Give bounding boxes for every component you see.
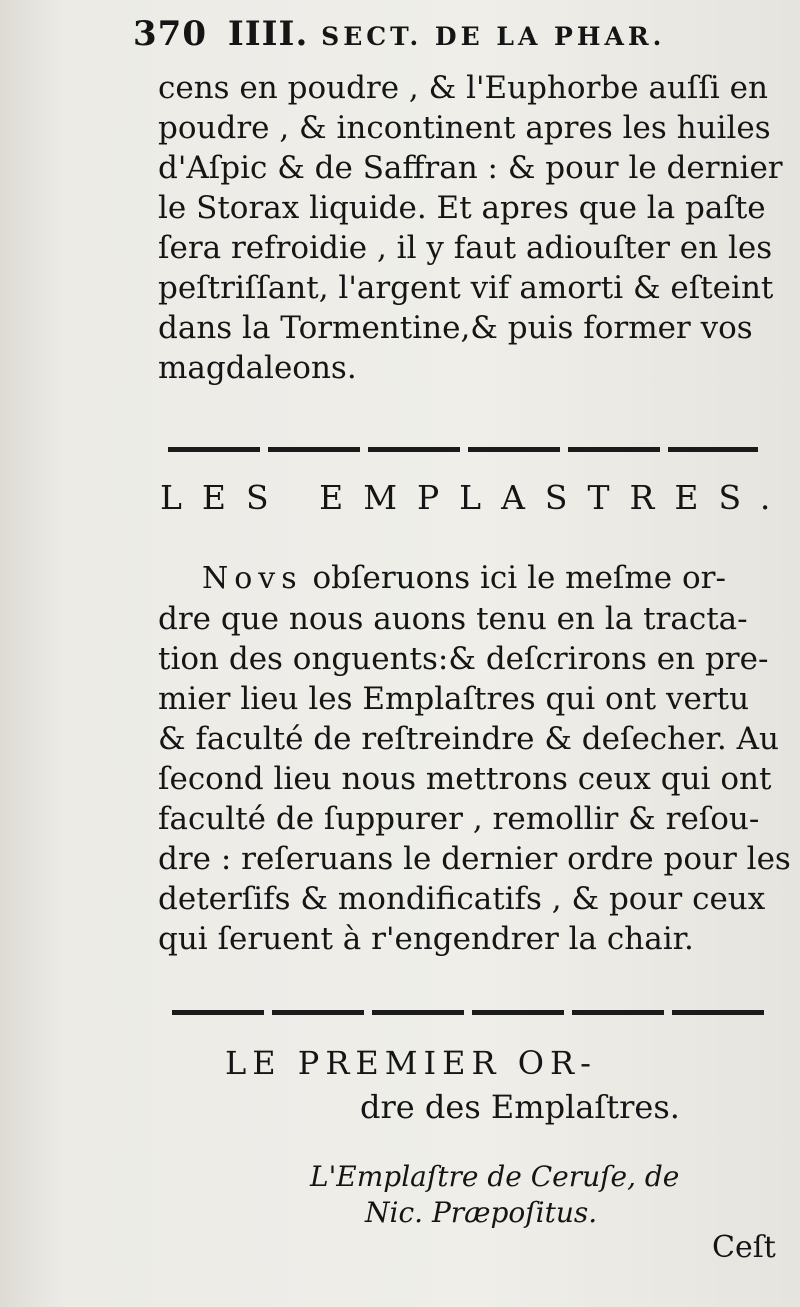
text-line: le Storax liquide. Et apres que la paſte <box>158 190 766 226</box>
section-running-title: SECT. DE LA PHAR. <box>321 22 666 51</box>
text-line: dre que nous auons tenu en la tracta- <box>158 601 748 637</box>
text-line: magdaleons. <box>158 350 357 386</box>
text-line: & faculté de reſtreindre & deſecher. Au <box>158 721 779 757</box>
subheading-line-1: LE PREMIER OR- <box>225 1044 597 1082</box>
section-heading: LES EMPLASTRES. <box>160 478 791 517</box>
text-line: dre : reſeruans le dernier ordre pour les <box>158 841 791 877</box>
recipe-title-line-1: L'Emplaſtre de Ceruſe, de <box>310 1160 680 1193</box>
paragraph-continued <box>158 68 783 388</box>
text-line: qui ſeruent à r'engendrer la chair. <box>158 921 694 957</box>
text-line: cens en poudre , & l'Euphorbe auſſi en <box>158 70 768 106</box>
text-line: deterſifs & mondificatifs , & pour ceux <box>158 881 766 917</box>
subheading-line-2: dre des Emplaſtres. <box>360 1088 680 1126</box>
initial-word: Novs <box>202 561 303 596</box>
text-line-first <box>158 558 768 599</box>
running-head <box>133 14 665 54</box>
text-line: ſecond lieu nous mettrons ceux qui ont <box>158 761 772 797</box>
text-line: dans la Tormentine,& puis former vos <box>158 310 753 346</box>
text-line: poudre , & incontinent apres les huiles <box>158 110 771 146</box>
ornamental-rule <box>172 1010 770 1015</box>
paragraph-emplastres <box>158 558 791 959</box>
page-number: 370 <box>133 14 207 54</box>
ornamental-rule <box>168 447 758 452</box>
text-line: tion des onguents:& deſcrirons en pre- <box>158 641 769 677</box>
text-line: faculté de ſuppurer , remollir & reſou- <box>158 801 760 837</box>
catchword: Ceſt <box>712 1230 776 1265</box>
text-line-rest: obſeruons ici le meſme or- <box>312 560 726 596</box>
text-line: peſtriſſant, l'argent vif amorti & eſteint <box>158 270 774 306</box>
recipe-title-line-2: Nic. Præpoſitus. <box>365 1196 598 1229</box>
section-number: IIII. <box>227 14 309 54</box>
text-line: mier lieu les Emplaſtres qui ont vertu <box>158 681 750 717</box>
text-line: ſera refroidie , il y faut adiouſter en les <box>158 230 773 266</box>
text-line: d'Aſpic & de Saffran : & pour le dernier <box>158 150 783 186</box>
